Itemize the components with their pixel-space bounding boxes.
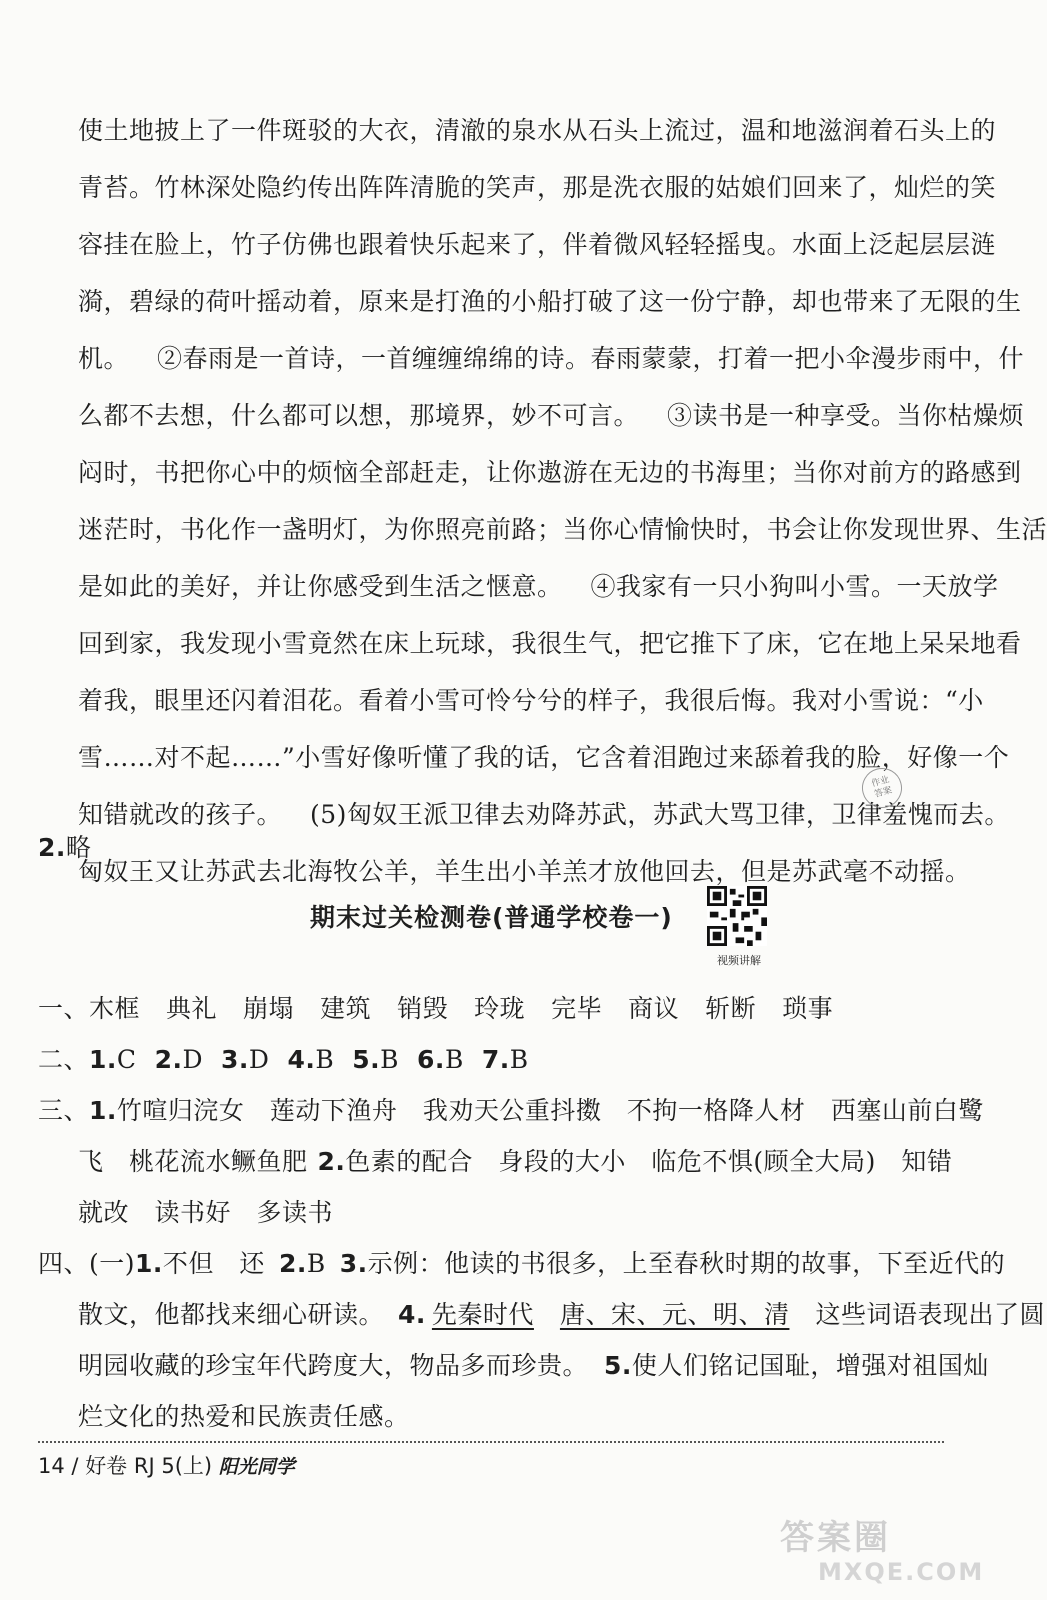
item-number: 1. <box>89 1096 117 1125</box>
answer-text: 散文，他都找来细心研读。 <box>78 1300 385 1329</box>
word: 建筑 <box>320 994 372 1023</box>
item-number: 3. <box>339 1249 368 1278</box>
question-2-line <box>38 832 91 864</box>
item-answer: B <box>444 1045 464 1074</box>
item-answer: B <box>315 1045 335 1074</box>
passage-line-12: 雪……对不起……”小雪好像听懂了我的话，它含着泪跑过来舔着我的脸，好像一个 <box>78 743 1010 772</box>
item-answer: D <box>248 1045 270 1074</box>
page-footer <box>38 1450 295 1480</box>
answer-text: 示例：他读的书很多，上至春秋时期的故事，下至近代的 <box>367 1249 1006 1278</box>
answer-text: 飞 桃花流水鳜鱼肥 <box>78 1147 308 1176</box>
answer-four-line-4: 烂文化的热爱和民族责任感。 <box>78 1402 410 1431</box>
answer-four-line-2 <box>78 1299 1045 1331</box>
passage-line-10: 回到家，我发现小雪竟然在床上玩球，我很生气，把它推下了床，它在地上呆呆地看 <box>78 629 1022 658</box>
item-number: 4. <box>287 1045 316 1074</box>
item-answer: D <box>182 1045 204 1074</box>
passage-text: 知错就改的孩子。 <box>78 800 283 829</box>
answer-text: 这些词语表现出了圆 <box>815 1300 1045 1329</box>
passage-text: (5)匈奴王派卫律去劝降苏武，苏武大骂卫律，卫律羞愧而去。 <box>310 800 1010 829</box>
passage-text: 是如此的美好，并让你感受到生活之惬意。 <box>78 572 563 601</box>
passage-line-5 <box>78 343 1024 375</box>
qr-code-icon[interactable] <box>707 886 767 946</box>
passage-line-7: 闷时，书把你心中的烦恼全部赶走，让你遨游在无边的书海里；当你对前方的路感到 <box>78 458 1022 487</box>
watermark-logo: 答案圈 <box>780 1518 891 1558</box>
passage-text: ③读书是一种享受。当你枯燥烦 <box>667 401 1025 430</box>
answer-text: 色素的配合 身段的大小 临危不惧(顾全大局) 知错 <box>345 1147 953 1176</box>
answer-one <box>38 993 833 1025</box>
answer-text: 使人们铭记国耻，增强对祖国灿 <box>631 1351 989 1380</box>
passage-text: 机。 <box>78 344 130 373</box>
underlined-term: 唐、宋、元、明、清 <box>559 1300 790 1329</box>
answer-three-line-1 <box>38 1095 984 1127</box>
item-answer: C <box>116 1045 137 1074</box>
passage-line-8: 迷茫时，书化作一盏明灯，为你照亮前路；当你心情愉快时，书会让你发现世界、生活 <box>78 515 1047 544</box>
answer-three-line-3: 就改 读书好 多读书 <box>78 1198 334 1227</box>
item-number: 2. <box>154 1045 183 1074</box>
passage-line-14: 匈奴王又让苏武去北海牧公羊，羊生出小羊羔才放他回去，但是苏武毫不动摇。 <box>78 857 971 886</box>
passage-line-9 <box>78 571 999 603</box>
answer-two-label: 二、 <box>38 1045 90 1074</box>
answer-four-line-1 <box>38 1248 1005 1280</box>
item-number: 5. <box>604 1351 632 1380</box>
item-number: 6. <box>417 1045 445 1074</box>
passage-text: ②春雨是一首诗，一首缠缠绵绵的诗。春雨蒙蒙，打着一把小伞漫步雨中，什 <box>157 344 1025 373</box>
edition-label: RJ 5(上) <box>133 1454 213 1478</box>
word: 斩断 <box>705 994 757 1023</box>
footer-slash: / <box>71 1454 79 1478</box>
passage-line-4: 漪，碧绿的荷叶摇动着，原来是打渔的小船打破了这一份宁静，却也带来了无限的生 <box>78 287 1022 316</box>
answer-text: 略 <box>65 833 92 862</box>
qr-caption: 视频讲解 <box>717 954 761 967</box>
section-title: 期末过关检测卷(普通学校卷一) <box>310 903 673 932</box>
passage-line-1: 使土地披上了一件斑驳的大衣，清澈的泉水从石头上流过，温和地滋润着石头上的 <box>78 116 997 145</box>
word: 琐事 <box>782 994 834 1023</box>
word: 完毕 <box>551 994 603 1023</box>
footer-divider <box>38 1441 944 1443</box>
answer-four-label: 四、(一) <box>38 1249 136 1278</box>
passage-text: 么都不去想，什么都可以想，那境界，妙不可言。 <box>78 401 640 430</box>
passage-line-2: 青苔。竹林深处隐约传出阵阵清脆的笑声，那是洗衣服的姑娘们回来了，灿烂的笑 <box>78 173 997 202</box>
answer-three-line-2 <box>78 1146 952 1178</box>
watermark-url: MXQE.COM <box>818 1558 985 1586</box>
item-answer: B <box>380 1045 400 1074</box>
answer-text: B <box>306 1249 326 1278</box>
passage-line-3: 容挂在脸上，竹子仿佛也跟着快乐起来了，伴着微风轻轻摇曳。水面上泛起层层涟 <box>78 230 997 259</box>
word: 商议 <box>628 994 680 1023</box>
item-answer: B <box>509 1045 529 1074</box>
word: 玲珑 <box>474 994 526 1023</box>
word: 典礼 <box>166 994 218 1023</box>
passage-text: ④我家有一只小狗叫小雪。一天放学 <box>590 572 999 601</box>
item-number: 3. <box>221 1045 249 1074</box>
brand-logo: 阳光同学 <box>218 1456 295 1478</box>
answer-one-label: 一、 <box>38 994 90 1023</box>
page-number: 14 <box>38 1454 65 1478</box>
item-number: 2. <box>278 1249 307 1278</box>
passage-line-6 <box>78 400 1024 432</box>
answer-three-label: 三、 <box>38 1096 90 1125</box>
stamp-mark: 作业 答案 <box>858 764 907 813</box>
book-name: 好卷 <box>85 1454 128 1478</box>
answer-four-line-3 <box>78 1350 989 1382</box>
item-number: 7. <box>481 1045 510 1074</box>
item-number: 5. <box>352 1045 381 1074</box>
item-number: 2. <box>38 833 66 862</box>
word: 木框 <box>89 994 141 1023</box>
item-number: 1. <box>135 1249 163 1278</box>
answer-text: 不但 还 <box>162 1249 265 1278</box>
passage-line-11: 着我，眼里还闪着泪花。看着小雪可怜兮兮的样子，我很后悔。我对小雪说：“小 <box>78 686 984 715</box>
word: 销毁 <box>397 994 449 1023</box>
item-number: 4. <box>398 1300 426 1329</box>
underlined-term: 先秦时代 <box>431 1300 534 1329</box>
item-number: 2. <box>317 1147 346 1176</box>
answer-two <box>38 1044 529 1076</box>
item-number: 1. <box>89 1045 117 1074</box>
word: 崩塌 <box>243 994 295 1023</box>
answer-text: 明园收藏的珍宝年代跨度大，物品多而珍贵。 <box>78 1351 589 1380</box>
answer-text: 竹喧归浣女 莲动下渔舟 我劝天公重抖擞 不拘一格降人材 西塞山前白鹭 <box>116 1096 984 1125</box>
